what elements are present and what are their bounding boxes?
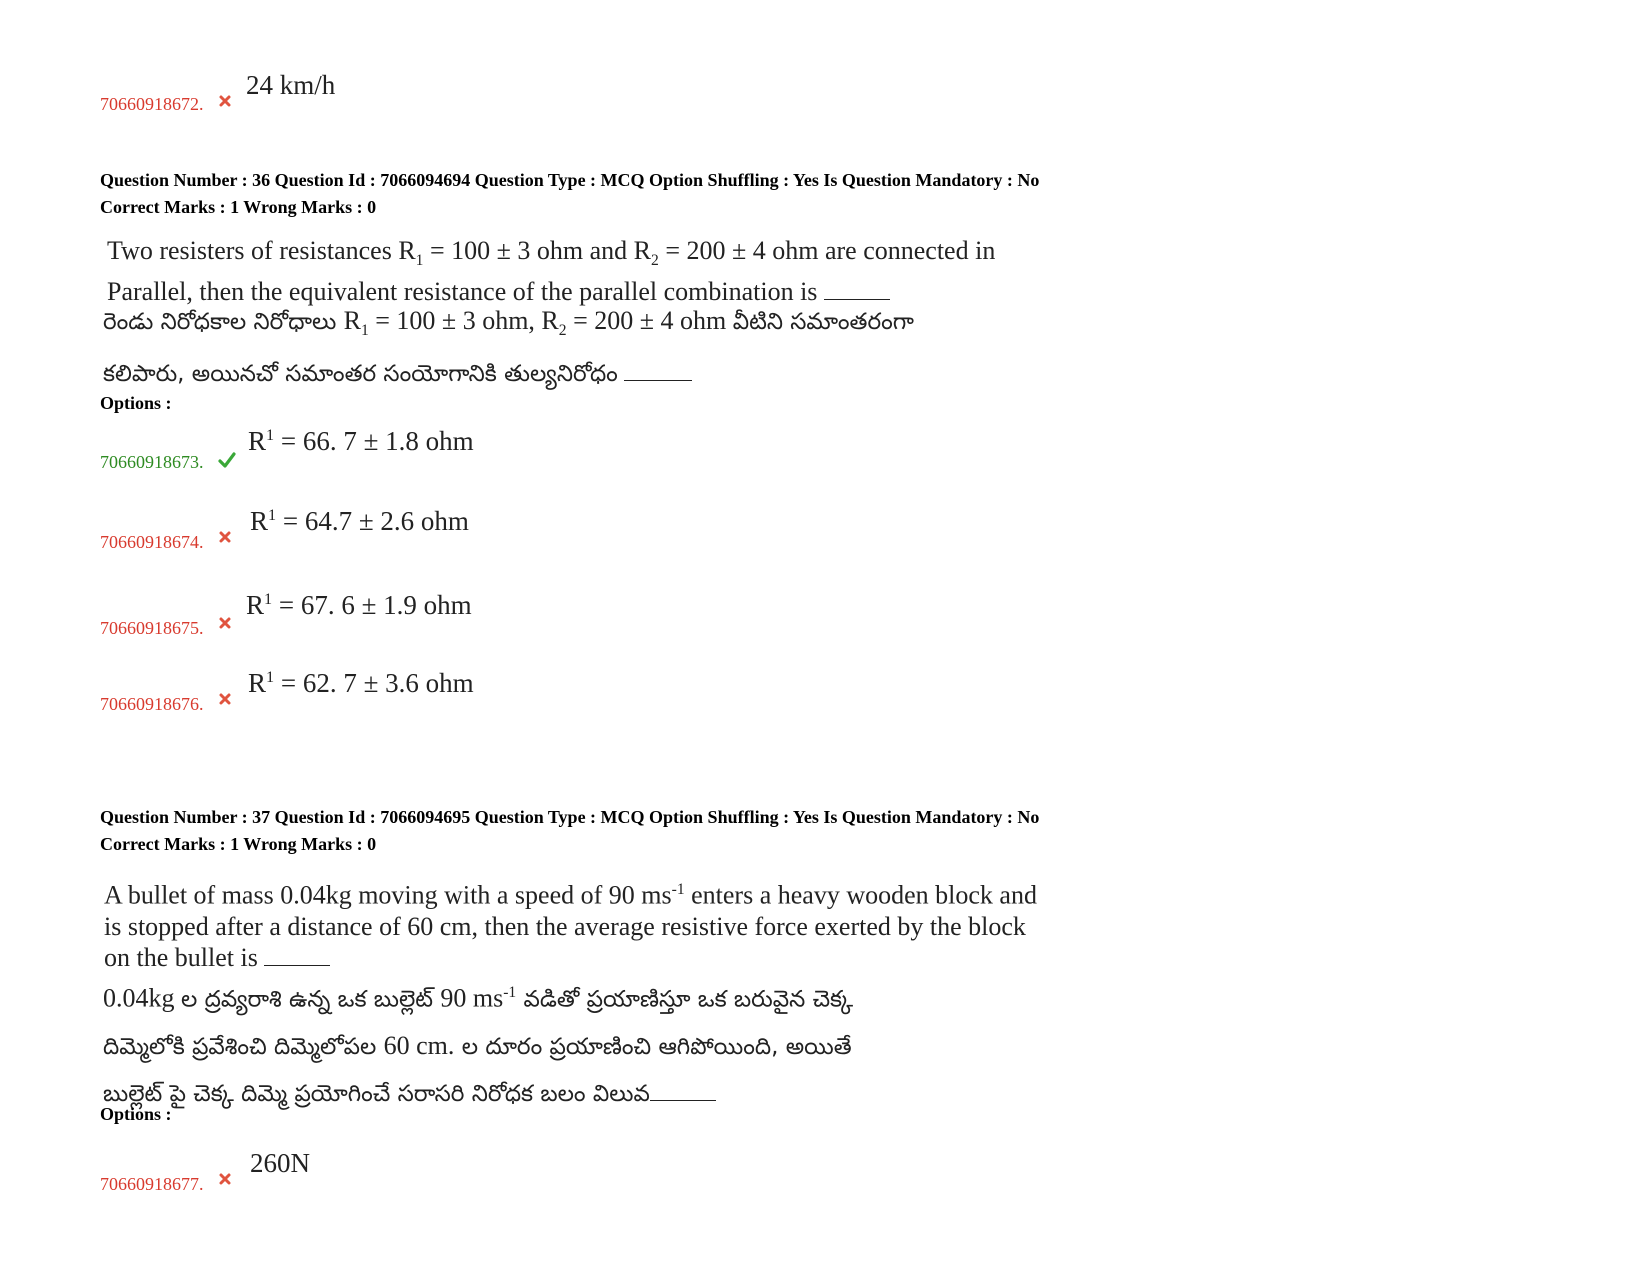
option-text: 24 km/h <box>246 70 336 100</box>
question-text-te: 0.04kg ల ద్రవ్యరాశి ఉన్న ఒక బుల్లెట్ 90 $ms^{-1}$ వడితో ప్రయాణిస్తూ ఒక బరువైన చెక్క దిమ్మెలోకి ప్రవేశించి దిమ్మెలోపల 60 cm. ల దూరం ప్రయాణించి ఆగిపోయింది, అయితే బుల్లెట్ పై చెక్క దిమ్మె ప్రయోగించే సరాసరి నిరోధక బలం విలువ <box>103 983 854 1107</box>
question-text-en: A bullet of mass 0.04kg moving with a speed of 90 $ms^{-1}$ enters a heavy wooden block and is stopped after a distance of 60 cm, then the average resistive force exerted by the block on the bullet is <box>104 880 1037 972</box>
question-text-te: రెండు నిరోధకాల నిరోధాలు $R_1 = 100 \pm 3$ ohm, $R_2 = 200 \pm 4$ ohm వీటిని సమాంతరంగా కలిపారు, అయినచో సమాంతర సంయోగానికి తుల్యనిరోధం <box>103 306 914 388</box>
option-text: 260N <box>250 1148 310 1178</box>
option-id: 70660918673. <box>100 452 204 472</box>
option-id: 70660918672. <box>100 94 204 114</box>
question-meta: Question Number : 36 Question Id : 7066094694 Question Type : MCQ Option Shuffling : Yes Is Question Mandatory : No <box>100 170 1040 190</box>
option-id: 70660918677. <box>100 1174 204 1194</box>
option-id: 70660918676. <box>100 694 204 714</box>
option-text: $R^1 = 66$. 7 ± 1.8 ohm <box>248 426 474 456</box>
cross-icon <box>218 1172 232 1186</box>
options-label: Options : <box>100 393 172 413</box>
option-id: 70660918675. <box>100 618 204 638</box>
option-text: $R^1 = 67$. 6 ± 1.9 ohm <box>246 590 472 620</box>
cross-icon <box>218 692 232 706</box>
marks-meta: Correct Marks : 1 Wrong Marks : 0 <box>100 834 377 854</box>
marks-meta: Correct Marks : 1 Wrong Marks : 0 <box>100 197 377 217</box>
options-label: Options : <box>100 1104 172 1124</box>
cross-icon <box>218 530 232 544</box>
question-meta: Question Number : 37 Question Id : 7066094695 Question Type : MCQ Option Shuffling : Yes Is Question Mandatory : No <box>100 807 1040 827</box>
cross-icon <box>218 94 232 108</box>
option-id: 70660918674. <box>100 532 204 552</box>
option-text: $R^1 = 62$. 7 ± 3.6 ohm <box>248 668 474 698</box>
question-text-en: Two resisters of resistances $R_1 = 100 \pm 3$ ohm and $R_2 = 200 \pm 4$ ohm are connected in Parallel, then the equivalent resistance of the parallel combination is <box>107 236 996 307</box>
check-icon <box>218 452 236 468</box>
option-text: $R^1 = 64.7 \pm 2.6$ ohm <box>250 506 469 536</box>
cross-icon <box>218 616 232 630</box>
